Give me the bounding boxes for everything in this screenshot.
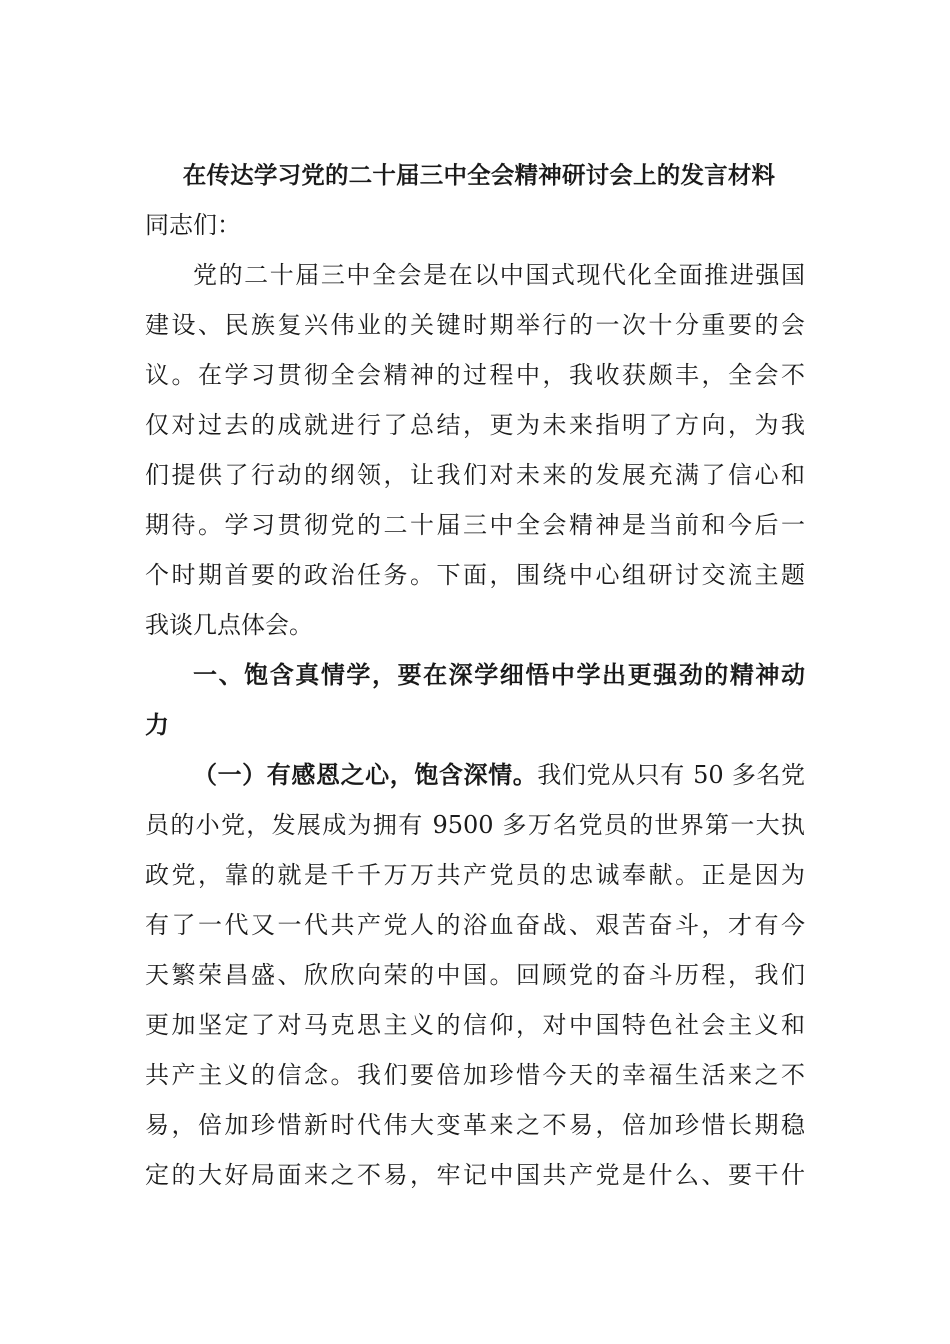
subsection-line: 易，倍加珍惜新时代伟大变革来之不易，倍加珍惜长期稳 xyxy=(145,1111,805,1139)
subsection-line: 更加坚定了对马克思主义的信仰，对中国特色社会主义和 xyxy=(145,1011,805,1039)
intro-line: 期待。学习贯彻党的二十届三中全会精神是当前和今后一 xyxy=(145,511,805,539)
document-title: 在传达学习党的二十届三中全会精神研讨会上的发言材料 xyxy=(182,161,776,189)
subsection-lead: （一）有感恩之心，饱含深情。 xyxy=(193,760,538,789)
subsection-line: 有了一代又一代共产党人的浴血奋战、艰苦奋斗，才有今 xyxy=(145,911,805,939)
section-heading-line: 力 xyxy=(145,710,169,739)
subsection-paragraph xyxy=(145,750,805,1200)
section-heading xyxy=(145,650,805,750)
section-heading-line: 一、饱含真情学，要在深学细悟中学出更强劲的精神动 xyxy=(193,660,805,689)
intro-line: 我谈几点体会。 xyxy=(145,611,313,639)
intro-line: 个时期首要的政治任务。下面，围绕中心组研讨交流主题 xyxy=(145,561,805,589)
subsection-line: 政党，靠的就是千千万万共产党员的忠诚奉献。正是因为 xyxy=(145,861,805,889)
intro-line: 们提供了行动的纲领，让我们对未来的发展充满了信心和 xyxy=(145,461,805,489)
subsection-line: 共产主义的信念。我们要倍加珍惜今天的幸福生活来之不 xyxy=(145,1061,805,1089)
subsection-first-line-text: 我们党从只有 50 多名党 xyxy=(537,761,806,789)
subsection-line: 天繁荣昌盛、欣欣向荣的中国。回顾党的奋斗历程，我们 xyxy=(145,961,805,989)
intro-line: 建设、民族复兴伟业的关键时期举行的一次十分重要的会 xyxy=(145,311,805,339)
intro-paragraph xyxy=(145,250,805,650)
intro-line: 仅对过去的成就进行了总结，更为未来指明了方向，为我 xyxy=(145,411,805,439)
intro-line: 党的二十届三中全会是在以中国式现代化全面推进强国 xyxy=(193,261,805,289)
subsection-line: 员的小党，发展成为拥有 9500 多万名党员的世界第一大执 xyxy=(145,811,805,839)
salutation: 同志们： xyxy=(145,211,241,239)
intro-line: 议。在学习贯彻全会精神的过程中，我收获颇丰，全会不 xyxy=(145,361,805,389)
subsection-first-line xyxy=(145,750,805,800)
document-page xyxy=(145,150,805,1200)
subsection-line: 定的大好局面来之不易，牢记中国共产党是什么、要干什 xyxy=(145,1161,805,1189)
